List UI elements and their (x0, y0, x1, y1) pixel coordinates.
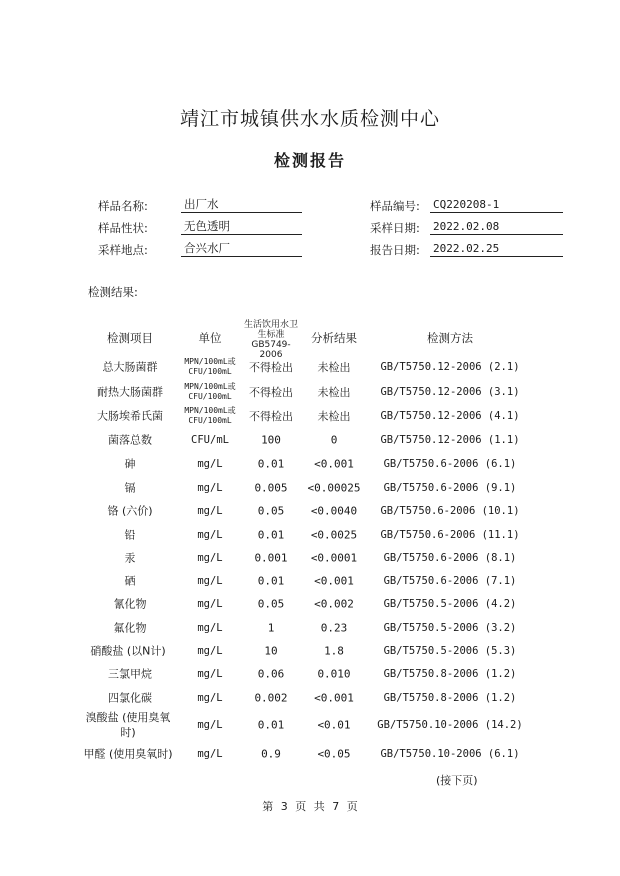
cell-item: 大肠埃希氏菌 (97, 409, 163, 423)
cell-unit: MPN/100mL或CFU/100mL (184, 406, 236, 425)
cell-standard: 0.05 (257, 597, 285, 611)
cell-method: GB/T5750.6-2006 (8.1) (383, 552, 517, 564)
cell-unit: mg/L (197, 622, 223, 634)
cell-standard: 0.06 (257, 667, 285, 681)
page-footer: 第 3 页 共 7 页 (262, 800, 358, 813)
cell-unit: mg/L (197, 575, 223, 587)
cell-result: <0.0025 (310, 528, 358, 542)
cell-result: 未检出 (317, 361, 351, 374)
cell-result: 0.010 (317, 667, 351, 681)
sampling-date-value: 2022.02.08 (430, 219, 563, 235)
cell-method: GB/T5750.5-2006 (3.2) (383, 622, 517, 634)
header-standard: 生活饮用水卫生标准GB5749-2006 (243, 320, 298, 360)
cell-method: GB/T5750.8-2006 (1.2) (383, 668, 517, 680)
header-method: 检测方法 (427, 331, 473, 345)
cell-unit: mg/L (197, 552, 223, 564)
cell-unit: mg/L (197, 719, 223, 731)
cell-result: <0.0040 (310, 504, 358, 518)
cell-method: GB/T5750.10-2006 (6.1) (380, 748, 520, 760)
cell-standard: 0.01 (257, 574, 285, 588)
cell-standard: 不得检出 (249, 361, 293, 374)
cell-unit: mg/L (197, 458, 223, 470)
cell-item: 溴酸盐 (使用臭氧时) (85, 711, 171, 739)
cell-method: GB/T5750.5-2006 (4.2) (383, 598, 517, 610)
cell-result: <0.00025 (307, 481, 361, 495)
cell-method: GB/T5750.6-2006 (7.1) (383, 575, 517, 587)
cell-standard: 0.001 (254, 551, 288, 565)
cell-unit: CFU/mL (191, 434, 229, 446)
cell-method: GB/T5750.12-2006 (3.1) (380, 386, 520, 398)
sample-name-value: 出厂水 (181, 197, 302, 213)
sample-property-value: 无色透明 (181, 219, 302, 235)
cell-unit: mg/L (197, 645, 223, 657)
cell-method: GB/T5750.12-2006 (2.1) (380, 361, 520, 373)
cell-method: GB/T5750.6-2006 (11.1) (380, 529, 520, 541)
cell-item: 镉 (124, 481, 136, 495)
cell-result: 未检出 (317, 386, 351, 399)
cell-item: 氟化物 (113, 621, 147, 635)
doc-title: 检测报告 (273, 151, 346, 170)
report-date-value: 2022.02.25 (430, 241, 563, 257)
cell-unit: mg/L (197, 748, 223, 760)
cell-standard: 0.01 (257, 528, 285, 542)
cell-method: GB/T5750.12-2006 (4.1) (380, 410, 520, 422)
cell-standard: 0.01 (257, 718, 285, 732)
cell-item: 汞 (124, 551, 136, 565)
cell-item: 甲醛 (使用臭氧时) (83, 747, 173, 761)
cell-method: GB/T5750.6-2006 (9.1) (383, 482, 517, 494)
sample-no-value: CQ220208-1 (430, 197, 563, 213)
sample-no-label: 样品编号: (370, 199, 420, 213)
cell-unit: mg/L (197, 668, 223, 680)
cell-unit: MPN/100mL或CFU/100mL (184, 382, 236, 401)
cell-unit: mg/L (197, 505, 223, 517)
cell-result: <0.0001 (310, 551, 358, 565)
cell-result: <0.001 (314, 574, 354, 588)
cell-item: 耐热大肠菌群 (97, 385, 163, 399)
cell-method: GB/T5750.8-2006 (1.2) (383, 692, 517, 704)
cell-method: GB/T5750.6-2006 (10.1) (380, 505, 520, 517)
continued-note: (接下页) (436, 774, 478, 787)
org-title: 靖江市城镇供水水质检测中心 (179, 108, 440, 130)
sampling-site-value: 合兴水厂 (181, 241, 302, 257)
sampling-site-label: 采样地点: (98, 243, 148, 257)
cell-unit: MPN/100mL或CFU/100mL (184, 357, 236, 376)
cell-method: GB/T5750.12-2006 (1.1) (380, 434, 520, 446)
cell-standard: 0.005 (254, 481, 288, 495)
cell-item: 硒 (124, 574, 136, 588)
cell-item: 铅 (124, 528, 136, 542)
cell-standard: 1 (267, 621, 275, 635)
cell-unit: mg/L (197, 529, 223, 541)
cell-method: GB/T5750.5-2006 (5.3) (383, 645, 517, 657)
cell-result: 未检出 (317, 410, 351, 423)
cell-method: GB/T5750.6-2006 (6.1) (383, 458, 517, 470)
cell-item: 铬 (六价) (107, 504, 153, 518)
cell-standard: 10 (264, 644, 278, 658)
cell-result: <0.05 (317, 747, 351, 761)
cell-result: <0.01 (317, 718, 351, 732)
header-result: 分析结果 (311, 331, 357, 345)
cell-item: 硝酸盐 (以N计) (90, 644, 166, 658)
cell-result: <0.001 (314, 457, 354, 471)
cell-item: 菌落总数 (108, 433, 152, 447)
sample-property-label: 样品性状: (98, 221, 148, 235)
cell-item: 砷 (124, 457, 136, 471)
cell-unit: mg/L (197, 598, 223, 610)
cell-standard: 不得检出 (249, 386, 293, 399)
cell-standard: 不得检出 (249, 410, 293, 423)
cell-item: 四氯化碳 (108, 691, 152, 705)
header-unit: 单位 (198, 331, 222, 345)
cell-standard: 0.05 (257, 504, 285, 518)
cell-item: 总大肠菌群 (102, 360, 158, 374)
cell-result: 1.8 (324, 644, 344, 658)
cell-item: 氰化物 (113, 597, 147, 611)
cell-result: 0.23 (320, 621, 348, 635)
cell-item: 三氯甲烷 (108, 667, 152, 681)
cell-unit: mg/L (197, 482, 223, 494)
cell-standard: 0.9 (261, 747, 281, 761)
header-item: 检测项目 (107, 331, 153, 345)
cell-result: <0.001 (314, 691, 354, 705)
cell-standard: 100 (261, 433, 281, 447)
cell-method: GB/T5750.10-2006 (14.2) (377, 719, 523, 731)
cell-unit: mg/L (197, 692, 223, 704)
sample-name-label: 样品名称: (98, 199, 148, 213)
cell-result: 0 (330, 433, 338, 447)
cell-standard: 0.002 (254, 691, 288, 705)
cell-result: <0.002 (314, 597, 354, 611)
report-date-label: 报告日期: (370, 243, 420, 257)
results-label: 检测结果: (88, 285, 138, 299)
cell-standard: 0.01 (257, 457, 285, 471)
sampling-date-label: 采样日期: (370, 221, 420, 235)
